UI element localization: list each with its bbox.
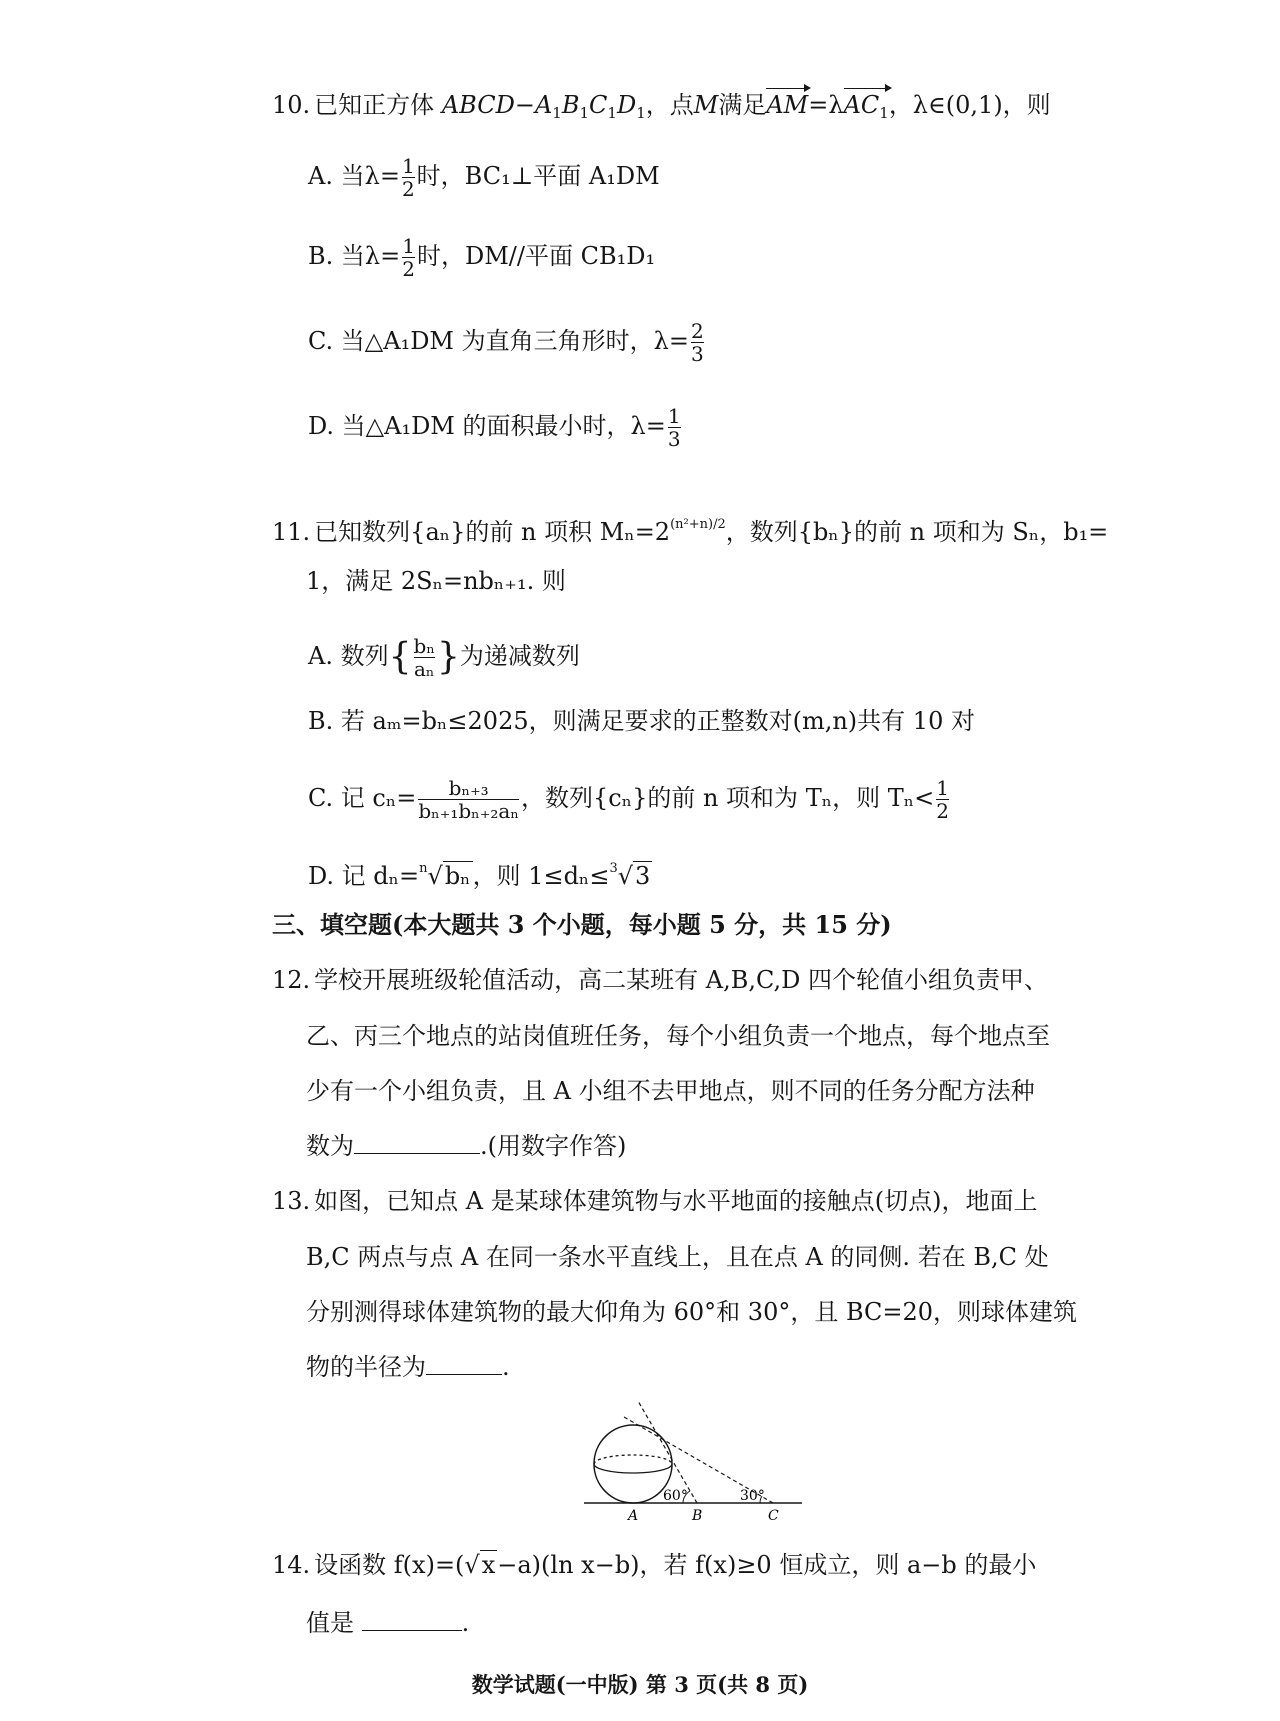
sphere-equator-back <box>594 1455 672 1464</box>
fraction-denominator: 3 <box>667 427 681 451</box>
answer-blank[interactable] <box>362 1608 462 1631</box>
vector-ac1-label: AC <box>843 91 880 119</box>
option-text-end: 时，DM//平面 CB₁D₁ <box>416 242 656 270</box>
q12-number: 12. <box>272 966 311 994</box>
radicand: x <box>481 1551 496 1579</box>
q11-option-b <box>308 706 975 736</box>
sphere-elevation-figure <box>580 1395 810 1525</box>
section-heading <box>272 910 892 940</box>
q13-text: 物的半径为 <box>306 1353 426 1381</box>
option-text: 记 cₙ= <box>340 784 417 812</box>
q12-line1 <box>272 965 1048 995</box>
q14-line2 <box>306 1608 469 1638</box>
option-text-end: 为递减数列 <box>459 642 580 670</box>
root-index: 3 <box>609 861 618 876</box>
q12-text: 学校开展班级轮值活动，高二某班有 A,B,C,D 四个轮值小组负责甲、 <box>314 966 1049 994</box>
q14-text: 值是 <box>306 1609 354 1637</box>
root-index: n <box>419 861 428 876</box>
radicand: bₙ <box>444 862 471 890</box>
q11-option-a <box>308 635 580 680</box>
option-text: 当λ= <box>340 242 401 270</box>
q13-line4 <box>306 1352 510 1382</box>
q11-stem-line2 <box>306 566 566 596</box>
option-label: A. <box>308 162 333 190</box>
sphere-equator-front <box>594 1464 672 1473</box>
vector-am-label: AM <box>766 91 809 119</box>
sphere <box>594 1425 672 1503</box>
angle-label-60: 60° <box>663 1488 688 1504</box>
fraction <box>402 235 415 280</box>
fraction <box>414 635 435 680</box>
fraction <box>668 405 681 450</box>
fraction-numerator: 1 <box>667 404 681 428</box>
q10-stem: 10. 已知正方体 $ABCD-A_1B_1C_1D_1$，点M满足AM=λAC$_1$，λ∈(0,1)，则 <box>272 90 1051 128</box>
q10-stem-text-c: 满足 <box>718 91 767 119</box>
point-c-label: C <box>768 1508 779 1524</box>
fraction <box>936 777 949 822</box>
option-label: A. <box>308 642 333 670</box>
q10-cube-name: ABCD <box>441 91 515 119</box>
q12-line4 <box>306 1131 626 1161</box>
q13-number: 13. <box>272 1187 311 1215</box>
option-label: D. <box>308 862 335 890</box>
fraction <box>418 777 519 822</box>
q10-option-b <box>308 235 655 280</box>
option-label: C. <box>308 784 334 812</box>
q12-text: 乙、丙三个地点的站岗值班任务，每个小组负责一个地点，每个地点至 <box>306 1022 1050 1050</box>
q10-option-c <box>308 320 706 365</box>
q10-point: M <box>693 91 719 119</box>
q11-text-b: ，数列{bₙ}的前 n 项和为 Sₙ，b₁= <box>725 518 1109 546</box>
radicand: 3 <box>635 862 651 890</box>
q11-option-c <box>308 777 951 822</box>
option-text: 记 dₙ= <box>341 862 420 890</box>
q14-text-end: . <box>461 1609 470 1637</box>
answer-blank[interactable] <box>426 1352 502 1375</box>
fraction-numerator: bₙ₊₃ <box>448 776 489 800</box>
fraction-numerator: 1 <box>401 154 415 178</box>
point-b-label: B <box>692 1508 703 1524</box>
q12-line3 <box>306 1076 1035 1106</box>
section-heading-text: 三、填空题(本大题共 3 个小题，每小题 5 分，共 15 分) <box>272 910 892 939</box>
fraction-numerator: 2 <box>690 319 704 343</box>
q13-line1 <box>272 1186 1038 1216</box>
fraction-denominator: 2 <box>402 257 415 281</box>
option-label: B. <box>308 707 334 735</box>
q13-text: 分别测得球体建筑物的最大仰角为 60°和 30°，且 BC=20，则球体建筑 <box>306 1298 1078 1326</box>
option-text: 当△A₁DM 的面积最小时，λ= <box>341 412 666 440</box>
q10-cube-name-2: A <box>534 91 553 119</box>
q14-text: 设函数 f(x)=( <box>314 1551 465 1579</box>
q13-text: 如图，已知点 A 是某球体建筑物与水平地面的接触点(切点)，地面上 <box>314 1187 1038 1215</box>
fraction-denominator: 2 <box>401 177 415 201</box>
q12-text-end: .(用数字作答) <box>480 1132 627 1160</box>
fraction-denominator: aₙ <box>413 657 435 681</box>
q13-text: B,C 两点与点 A 在同一条水平直线上，且在点 A 的同侧. 若在 B,C 处 <box>306 1243 1049 1271</box>
point-a-label: A <box>628 1508 639 1524</box>
option-text: 若 aₘ=bₙ≤2025，则满足要求的正整数对(m,n)共有 10 对 <box>340 707 975 735</box>
q12-text: 少有一个小组负责，且 A 小组不去甲地点，则不同的任务分配方法种 <box>306 1077 1035 1105</box>
option-label: B. <box>308 242 334 270</box>
fraction <box>402 155 415 200</box>
right-brace: } <box>436 636 460 678</box>
fraction-numerator: bₙ <box>413 634 435 658</box>
q14-line1: 14. 设函数 f(x)=(√x−a)(ln x−b)，若 f(x)≥0 恒成立，则 a−b 的最小 <box>272 1551 1037 1579</box>
q12-text: 数为 <box>306 1132 354 1160</box>
option-text: 当λ= <box>340 162 400 190</box>
q11-option-d: D. 记 dₙ=$^n$√bₙ，则 1≤dₙ≤$^3$√3 <box>308 861 651 890</box>
fraction-numerator: 1 <box>402 234 415 258</box>
left-brace: { <box>388 636 412 678</box>
q12-line2 <box>306 1021 1050 1051</box>
q14-text-b: −a)(ln x−b)，若 f(x)≥0 恒成立，则 a−b 的最小 <box>497 1551 1037 1579</box>
q13-text-end: . <box>502 1353 510 1381</box>
q11-text-a: 已知数列{aₙ}的前 n 项积 Mₙ=2 <box>314 518 671 546</box>
q11-number: 11. <box>272 518 311 546</box>
option-text: 数列 <box>340 642 389 670</box>
q10-stem-text-d: ，λ∈(0,1)，则 <box>888 91 1051 119</box>
q11-stem-line1 <box>272 510 1108 547</box>
page-footer <box>0 1670 1280 1700</box>
q11-text-line2: 1，满足 2Sₙ=nbₙ₊₁. 则 <box>306 567 566 595</box>
q14-number: 14. <box>272 1551 311 1579</box>
option-text-end: 时，BC₁⊥平面 A₁DM <box>416 162 660 190</box>
vector-ac1: $AC_1$ <box>844 90 889 128</box>
q10-stem-text-b: ，点 <box>645 91 694 119</box>
fraction-denominator: 3 <box>690 342 704 366</box>
fraction-denominator: 2 <box>936 799 949 823</box>
q13-line2 <box>306 1242 1049 1272</box>
answer-blank[interactable] <box>354 1131 480 1154</box>
q10-option-a <box>308 155 660 200</box>
option-label: D. <box>308 412 335 440</box>
option-text: 当△A₁DM 为直角三角形时，λ= <box>340 327 689 355</box>
fraction-denominator: bₙ₊₁bₙ₊₂aₙ <box>418 799 519 823</box>
fraction <box>691 320 704 365</box>
vector-am <box>766 90 808 120</box>
q11-exponent: (n²+n)/2 <box>670 517 726 532</box>
q13-line3 <box>306 1297 1077 1327</box>
angle-label-30: 30° <box>740 1488 765 1504</box>
q10-number: 10. <box>272 91 311 119</box>
option-text-mid: ，数列{cₙ}的前 n 项和为 Tₙ，则 Tₙ< <box>520 784 935 812</box>
fraction-numerator: 1 <box>936 776 949 800</box>
option-label: C. <box>308 327 334 355</box>
footer-text: 数学试题(一中版) 第 3 页(共 8 页) <box>471 1672 809 1697</box>
q10-stem-text-a: 已知正方体 <box>314 91 435 119</box>
q10-option-d <box>308 405 683 450</box>
option-text-mid: ，则 1≤dₙ≤ <box>472 862 610 890</box>
